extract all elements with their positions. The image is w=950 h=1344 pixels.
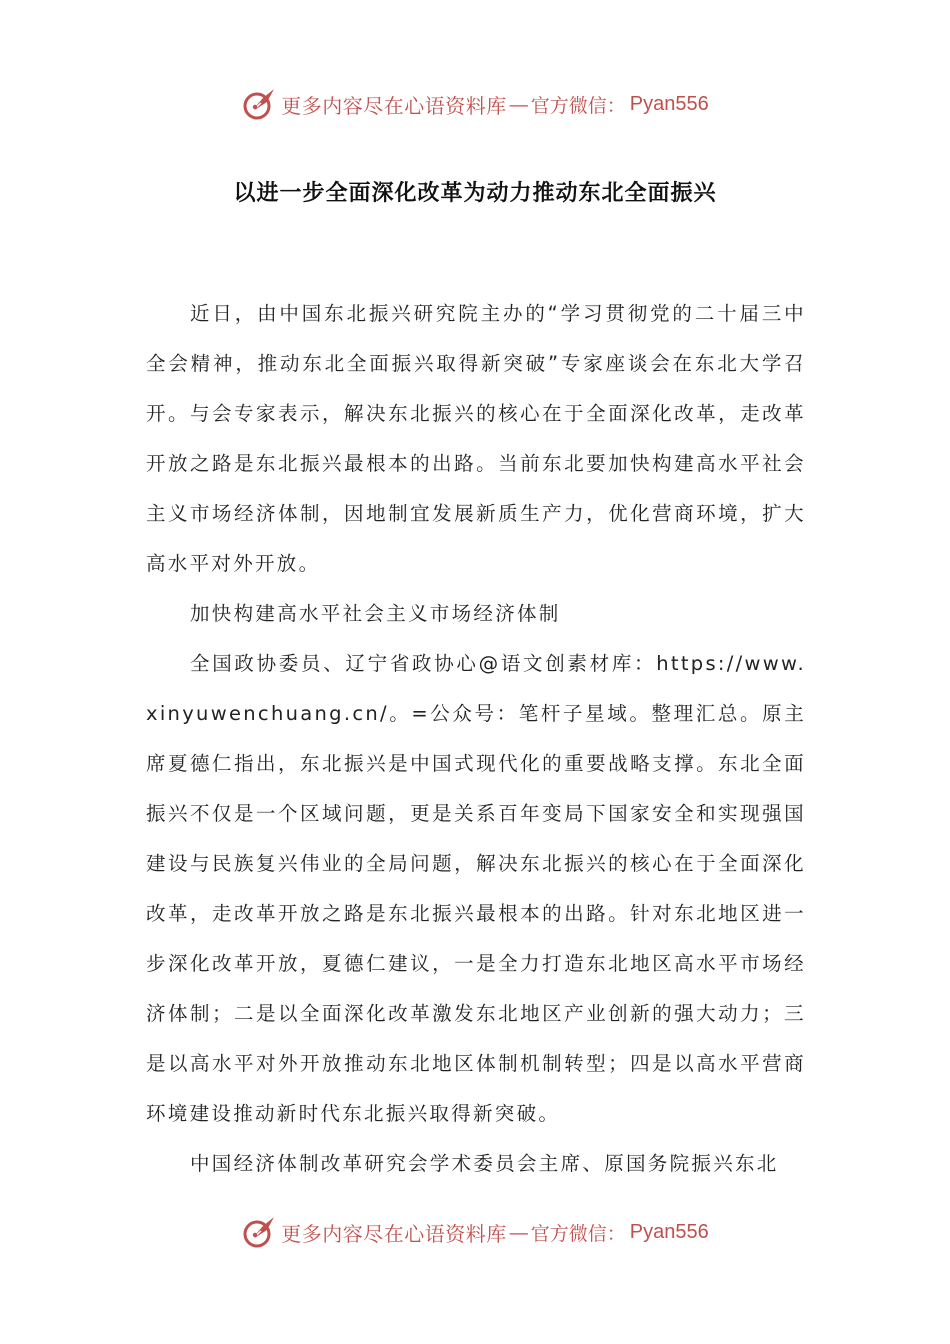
paragraph-xia-deren: 全国政协委员、辽宁省政协心@语文创素材库：https://www.xinyuwenchuang.cn/。=公众号：笔杆子星域。整理汇总。原主席夏德仁指出，东北振兴是中国式现代化的重要战略支撑。东北全面振兴不仅是一个区域问题，更是关系百年变局下国家安全和实现强国建设与民族复兴伟业的全局问题，解决东北振兴的核心在于全面深化改革，走改革开放之路是东北振兴最根本的出路。针对东北地区进一步深化改革开放，夏德仁建议，一是全力打造东北地区高水平市场经济体制；二是以全面深化改革激发东北地区产业创新的强大动力；三是以高水平对外开放推动东北地区体制机制转型；四是以高水平营商环境建设推动新时代东北振兴取得新突破。 — [146, 652, 806, 1125]
banner-wechat-label: 官方微信： — [530, 1222, 626, 1245]
document-title: 以进一步全面深化改革为动力推动东北全面振兴 — [233, 181, 717, 206]
banner-wechat-id: Pyan556 — [629, 1220, 709, 1243]
document-body — [146, 289, 806, 1189]
paragraph-intro: 近日，由中国东北振兴研究院主办的“学习贯彻党的二十届三中全会精神，推动东北全面振兴取得新突破”专家座谈会在东北大学召开。与会专家表示，解决东北振兴的核心在于全面深化改革，走改革开放之路是东北振兴最根本的出路。当前东北要加快构建高水平社会主义市场经济体制，因地制宜发展新质生产力，优化营商环境，扩大高水平对外开放。 — [146, 302, 806, 575]
paragraph-continued: 中国经济体制改革研究会学术委员会主席、原国务院振兴东北 — [190, 1152, 779, 1175]
section-heading: 加快构建高水平社会主义市场经济体制 — [190, 602, 561, 625]
banner-slogan: 更多内容尽在心语资料库 — [281, 1221, 507, 1246]
quill-logo-icon — [241, 1214, 277, 1250]
quill-logo-icon — [241, 86, 277, 122]
header-banner — [0, 84, 950, 124]
banner-wechat-label: 官方微信： — [530, 94, 626, 117]
banner-wechat-id: Pyan556 — [629, 92, 709, 115]
banner-separator: — — [508, 1220, 529, 1244]
banner-slogan: 更多内容尽在心语资料库 — [281, 93, 507, 118]
banner-separator: — — [508, 92, 529, 116]
footer-banner — [0, 1212, 950, 1252]
